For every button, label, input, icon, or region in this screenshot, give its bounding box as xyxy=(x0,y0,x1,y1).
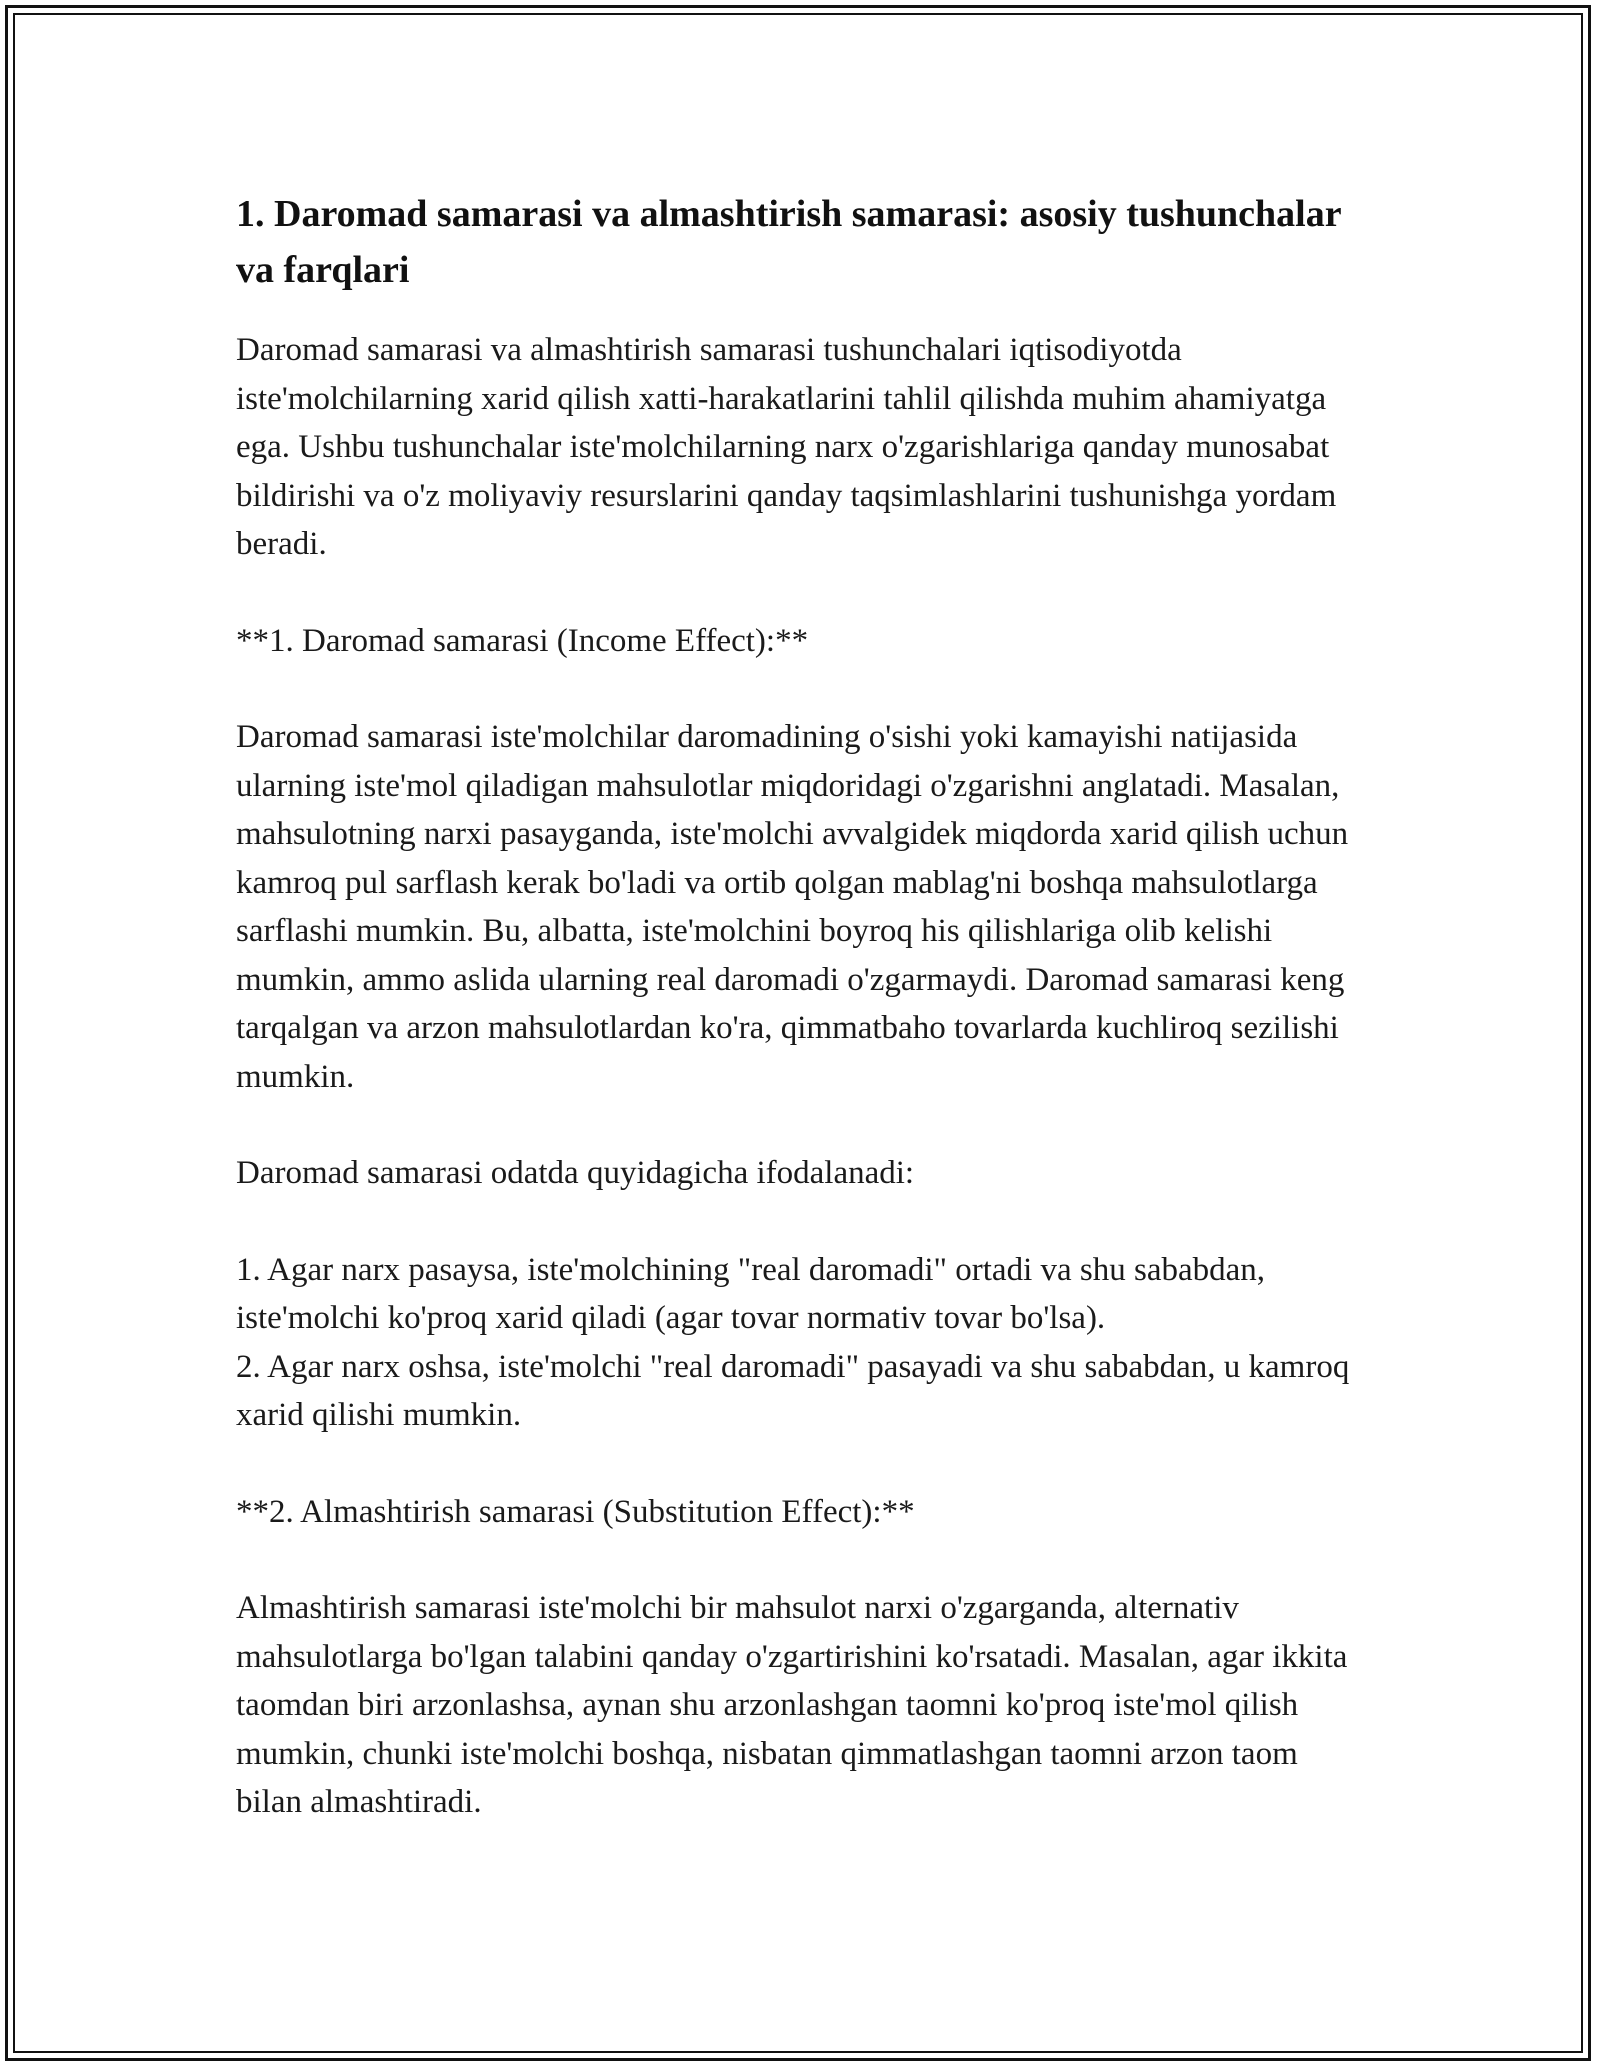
document-title: 1. Daromad samarasi va almashtirish samarasi: asosiy tushunchalar va farqlari xyxy=(236,193,1341,291)
paragraph-numbered-list: 1. Agar narx pasaysa, iste'molchining "real daromadi" ortadi va shu sababdan, iste'molchi ko'proq xarid qiladi (agar tovar normativ tovar bo'lsa). 2. Agar narx oshsa, iste'molchi "real daromadi" pasayadi va shu sababdan, u kamroq xarid qilishi mumkin. xyxy=(236,1251,1350,1433)
paragraph-expression-intro: Daromad samarasi odatda quyidagicha ifodalanadi: xyxy=(236,1155,915,1191)
subheading-income-effect: **1. Daromad samarasi (Income Effect):** xyxy=(236,622,809,659)
paragraph-substitution-effect: Almashtirish samarasi iste'molchi bir mahsulot narxi o'zgarganda, alternativ mahsulotlarga bo'lgan talabini qanday o'zgartirishini ko'rsatadi. Masalan, agar ikkita taomdan biri arzonlashsa, aynan shu arzonlashgan taomni ko'proq iste'mol qilish mumkin, chunki iste'molchi boshqa, nisbatan qimmatlashgan taomni arzon taom bilan almashtiradi. xyxy=(236,1590,1348,1820)
paragraph-income-effect: Daromad samarasi iste'molchilar daromadining o'sishi yoki kamayishi natijasida ularning iste'mol qiladigan mahsulotlar miqdoridagi o'zgarishni anglatadi. Masalan, mahsulotning narxi pasayganda, iste'molchi avvalgidek miqdorda xarid qilish uchun kamroq pul sarflash kerak bo'ladi va ortib qolgan mablag'ni boshqa mahsulotlarga sarflashi mumkin. Bu, albatta, iste'molchini boyroq his qilishlariga olib kelishi mumkin, ammo aslida ularning real daromadi o'zgarmaydi. Daromad samarasi keng tarqalgan va arzon mahsulotlardan ko'ra, qimmatbaho tovarlarda kuchliroq sezilishi mumkin. xyxy=(236,719,1349,1095)
paragraph-intro: Daromad samarasi va almashtirish samarasi tushunchalari iqtisodiyotda iste'molchilarning xarid qilish xatti-harakatlarini tahlil qilishda muhim ahamiyatga ega. Ushbu tushunchalar iste'molchilarning narx o'zgarishlariga qanday munosabat bildirishi va o'z moliyaviy resurslarini qanday taqsimlashlarini tushunishga yordam beradi. xyxy=(236,332,1337,562)
subheading-substitution-effect: **2. Almashtirish samarasi (Substitution Effect):** xyxy=(236,1493,915,1530)
document-body xyxy=(236,186,1366,1875)
